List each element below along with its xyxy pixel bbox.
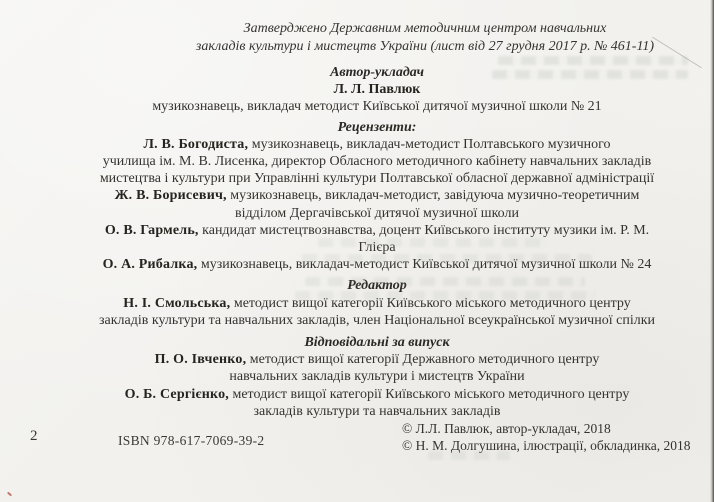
reviewer-name: О. В. Гармель,: [104, 222, 199, 238]
author-section-heading: Автор-укладач: [330, 65, 424, 80]
approval-line-1: Затверджено Державним методичним центром навчальних: [243, 21, 607, 36]
editor-section-heading: Редактор: [347, 278, 407, 294]
imprint-content: [57, 16, 697, 420]
reviewer-line: [57, 187, 697, 204]
release-name: П. О. Івченко,: [154, 352, 247, 368]
author-name: Л. Л. Павлюк: [333, 82, 421, 98]
page-number: 2: [30, 428, 38, 444]
release-name: О. Б. Сергієнко,: [124, 386, 229, 402]
reviewer-line: [57, 170, 697, 187]
editor-line: [57, 312, 697, 329]
reviewers-section-heading: Рецензенти:: [337, 119, 417, 135]
copyright-author: © Л.Л. Павлюк, автор-укладач, 2018: [402, 421, 611, 436]
editor-name: Н. І. Смольська,: [123, 295, 231, 311]
reviewer-line: [57, 222, 697, 239]
reviewer-name: О. А. Рибалка,: [102, 257, 198, 273]
release-role: навчальних закладів культури і мистецтв України: [229, 369, 525, 385]
release-line: [57, 403, 697, 420]
reviewer-role: музикознавець, викладач-методист Київської дитячої музичної школи № 24: [200, 257, 652, 273]
copyright-illustrator: © Н. М. Долгушина, ілюстрації, обкладинка, 2018: [402, 437, 691, 453]
reviewer-name: Л. В. Богодиста,: [143, 136, 249, 152]
release-line: [57, 386, 697, 403]
editor-role: методист вищої категорії Київського міського методичного центру: [233, 295, 631, 311]
reviewer-line: [57, 205, 697, 222]
reviewer-name: Ж. В. Борисевич,: [114, 188, 227, 204]
reviewer-role: музикознавець, викладач-методист Полтавського музичного: [251, 136, 611, 152]
release-role: методист вищої категорії Київського міського методичного центру: [232, 386, 630, 402]
release-line: [57, 368, 697, 385]
scan-edge-shadow: [710, 0, 714, 502]
reviewer-role: кандидат мистецтвознавства, доцент Київського інституту музики ім. Р. М.: [202, 222, 650, 238]
release-role: закладів культури та навчальних закладів: [253, 403, 501, 419]
reviewer-role: відділом Дергачівської дитячої музичної школи: [235, 205, 519, 221]
reviewer-role: мистецтва і культури при Управлінні культури Полтавської обласної державної адміністрації: [99, 171, 655, 187]
reviewer-role: Глієра: [358, 240, 396, 256]
scan-red-speck: [7, 492, 12, 497]
reviewer-line: [57, 239, 697, 256]
release-line: [57, 351, 697, 368]
reviewer-line: [57, 256, 697, 273]
editor-line: [57, 295, 697, 312]
author-role: музикознавець, викладач методист Київської дитячої музичної школи № 21: [152, 99, 602, 115]
release-section-heading: Відповідальні за випуск: [304, 335, 450, 351]
reviewer-role: музикознавець, викладач-методист, завідуюча музично-теоретичним: [230, 188, 640, 204]
approval-statement: [165, 20, 685, 56]
reviewer-line: [57, 136, 697, 153]
release-role: методист вищої категорії Державного методичного центру: [249, 352, 600, 368]
copyright-block: [402, 421, 690, 454]
approval-line-2: закладів культури і мистецтв України (лист від 27 грудня 2017 р. № 461-11): [195, 39, 655, 54]
reviewer-line: [57, 153, 697, 170]
editor-role: закладів культури та навчальних закладів, член Національної всеукраїнської музичної спілки: [99, 312, 655, 328]
reviewer-role: училища ім. М. В. Лисенка, директор Обласного методичного кабінету навчальних закладів: [102, 154, 652, 170]
isbn-number: ISBN 978-617-7069-39-2: [118, 433, 265, 448]
